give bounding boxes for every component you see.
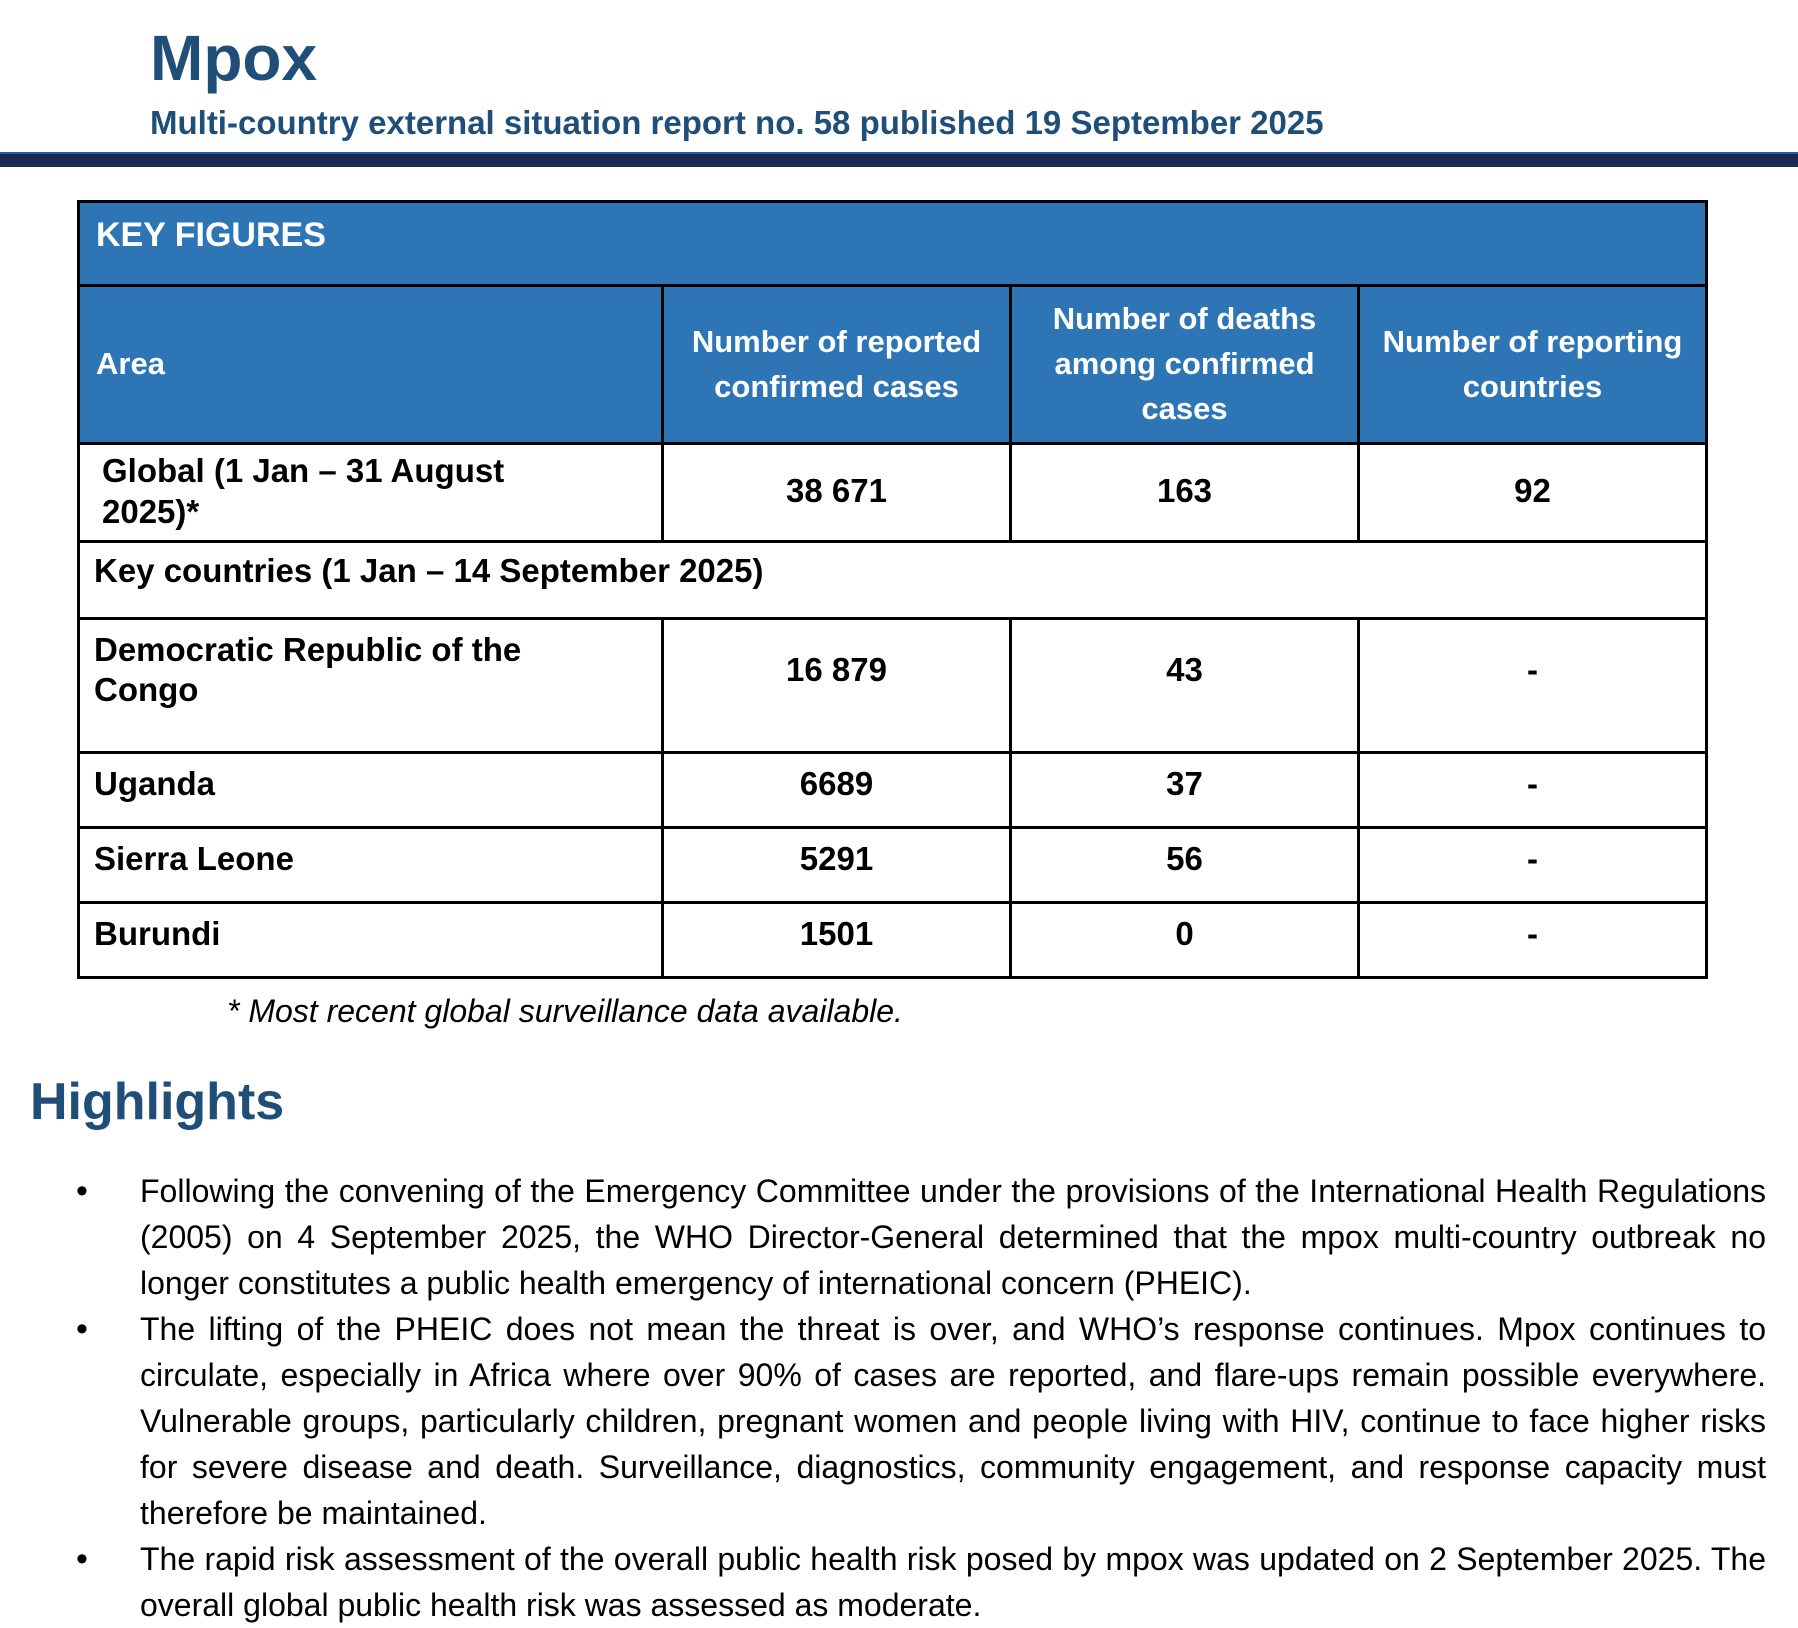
deaths-cell: 56 bbox=[1011, 827, 1359, 902]
column-header-deaths: Number of deaths among confirmed cases bbox=[1011, 286, 1359, 444]
deaths-cell: 163 bbox=[1011, 444, 1359, 542]
table-footnote: * Most recent global surveillance data available. bbox=[227, 993, 903, 1030]
deaths-cell: 37 bbox=[1011, 752, 1359, 827]
countries-cell: - bbox=[1359, 903, 1707, 978]
highlight-bullet: • The rapid risk assessment of the overall public health risk posed by mpox was updated on 2 September 2025. The overall global public health risk was assessed as moderate. bbox=[140, 1536, 1766, 1628]
cases-cell: 1501 bbox=[663, 903, 1011, 978]
table-header-row bbox=[79, 286, 1707, 444]
cases-cell: 16 879 bbox=[663, 619, 1011, 753]
table-section-row bbox=[79, 541, 1707, 618]
countries-cell: - bbox=[1359, 752, 1707, 827]
cases-cell: 6689 bbox=[663, 752, 1011, 827]
countries-cell: - bbox=[1359, 619, 1707, 753]
area-cell: Democratic Republic of the Congo bbox=[79, 619, 663, 753]
highlight-bullet: • Following the convening of the Emergency Committee under the provisions of the International Health Regulations (2005) on 4 September 2025, the WHO Director-General determined that the mpox multi-country outbreak no longer constitutes a public health emergency of international concern (PHEIC). bbox=[140, 1168, 1766, 1306]
highlights-title: Highlights bbox=[30, 1073, 285, 1132]
table-row-drc bbox=[79, 619, 1707, 753]
cases-cell: 5291 bbox=[663, 827, 1011, 902]
countries-cell: - bbox=[1359, 827, 1707, 902]
table-row-burundi bbox=[79, 903, 1707, 978]
report-subtitle: Multi-country external situation report no. 58 published 19 September 2025 bbox=[150, 104, 1324, 141]
column-header-cases: Number of reported confirmed cases bbox=[663, 286, 1011, 444]
highlight-bullet: • The lifting of the PHEIC does not mean the threat is over, and WHO’s response continues. Mpox continues to circulate, especially in Africa where over 90% of cases are reported, and flare-ups remain possible everywhere. Vulnerable groups, particularly children, pregnant women and people living with HIV, continue to face higher risks for severe disease and death. Surveillance, diagnostics, community engagement, and response capacity must therefore be maintained. bbox=[140, 1306, 1766, 1536]
page-title: Mpox bbox=[150, 22, 318, 94]
table-row-sierra-leone bbox=[79, 827, 1707, 902]
deaths-cell: 0 bbox=[1011, 903, 1359, 978]
deaths-cell: 43 bbox=[1011, 619, 1359, 753]
area-cell: Global (1 Jan – 31 August 2025)* bbox=[79, 444, 663, 542]
table-row-uganda bbox=[79, 752, 1707, 827]
area-cell: Uganda bbox=[79, 752, 663, 827]
column-header-countries: Number of reporting countries bbox=[1359, 286, 1707, 444]
key-figures-table bbox=[77, 200, 1708, 979]
cases-cell: 38 671 bbox=[663, 444, 1011, 542]
divider-bar bbox=[0, 152, 1798, 167]
table-title-row bbox=[79, 202, 1707, 286]
table-title: KEY FIGURES bbox=[79, 202, 1707, 286]
highlights-list bbox=[0, 1168, 1766, 1628]
key-figures-section bbox=[77, 200, 1705, 1030]
area-cell: Burundi bbox=[79, 903, 663, 978]
section-label: Key countries (1 Jan – 14 September 2025) bbox=[79, 541, 1707, 618]
column-header-area: Area bbox=[79, 286, 663, 444]
countries-cell: 92 bbox=[1359, 444, 1707, 542]
area-cell: Sierra Leone bbox=[79, 827, 663, 902]
table-row-global bbox=[79, 444, 1707, 542]
report-header bbox=[0, 0, 1798, 139]
